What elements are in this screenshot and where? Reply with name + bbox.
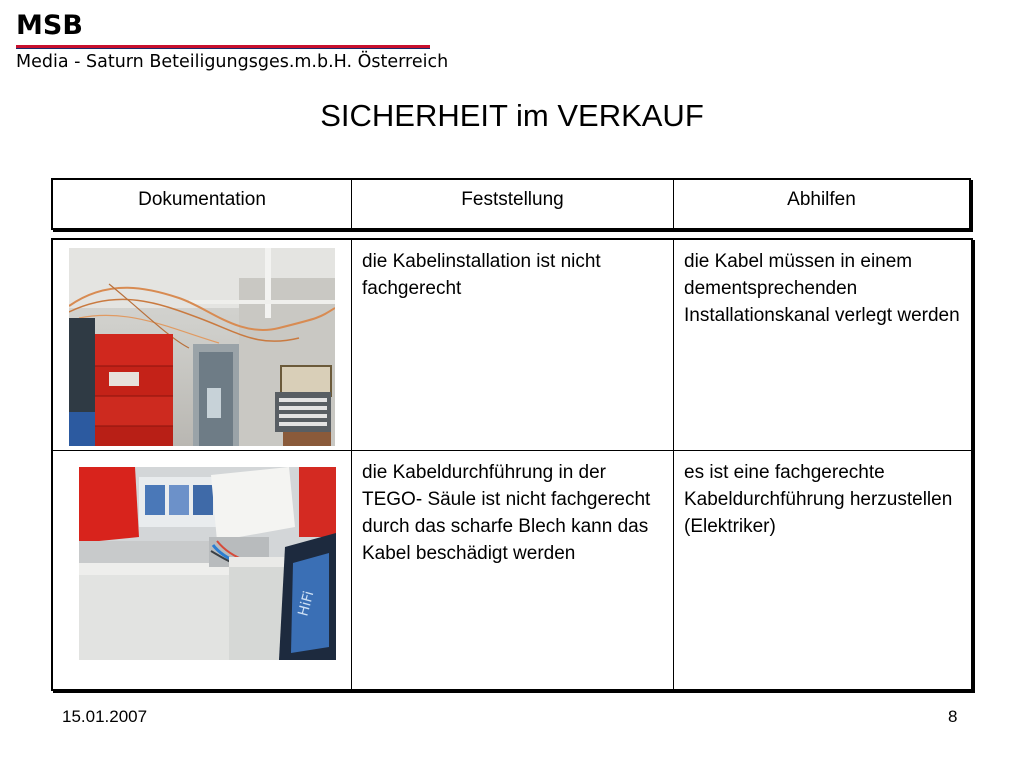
table-row-2-remedy: es ist eine fachgerechte Kabeldurchführung herzustellen (Elektriker) bbox=[684, 462, 953, 537]
header-feststellung: Feststellung bbox=[352, 180, 674, 228]
table-header bbox=[51, 178, 971, 230]
table-row-2-finding: die Kabeldurchführung in der TEGO- Säule ist nicht fachgerecht durch das scharfe Blech kann das Kabel beschädigt werden bbox=[352, 451, 674, 689]
logo-subtitle: Media - Saturn Beteiligungsges.m.b.H. Österreich bbox=[16, 52, 449, 72]
slide-title: SICHERHEIT im VERKAUF bbox=[320, 98, 704, 133]
header-dokumentation: Dokumentation bbox=[53, 180, 352, 228]
cable-installation-photo bbox=[69, 248, 335, 446]
table-row-1-remedy: die Kabel müssen in einem dementsprechenden Installationskanal verlegt werden bbox=[674, 240, 971, 451]
table-row-1-photo-cell bbox=[53, 240, 352, 451]
table-row-2-photo-cell bbox=[53, 451, 352, 689]
logo-brand: MSB bbox=[16, 10, 83, 41]
svg-text:HiFi: HiFi bbox=[295, 589, 318, 619]
findings-table bbox=[51, 238, 973, 691]
footer-date: 15.01.2007 bbox=[62, 707, 148, 726]
logo-rule bbox=[16, 45, 430, 49]
header-abhilfen: Abhilfen bbox=[787, 189, 856, 210]
tego-column-cable-photo bbox=[79, 467, 336, 660]
table-row-1-finding: die Kabelinstallation ist nicht fachgerecht bbox=[352, 240, 674, 451]
page-number: 8 bbox=[948, 707, 958, 726]
